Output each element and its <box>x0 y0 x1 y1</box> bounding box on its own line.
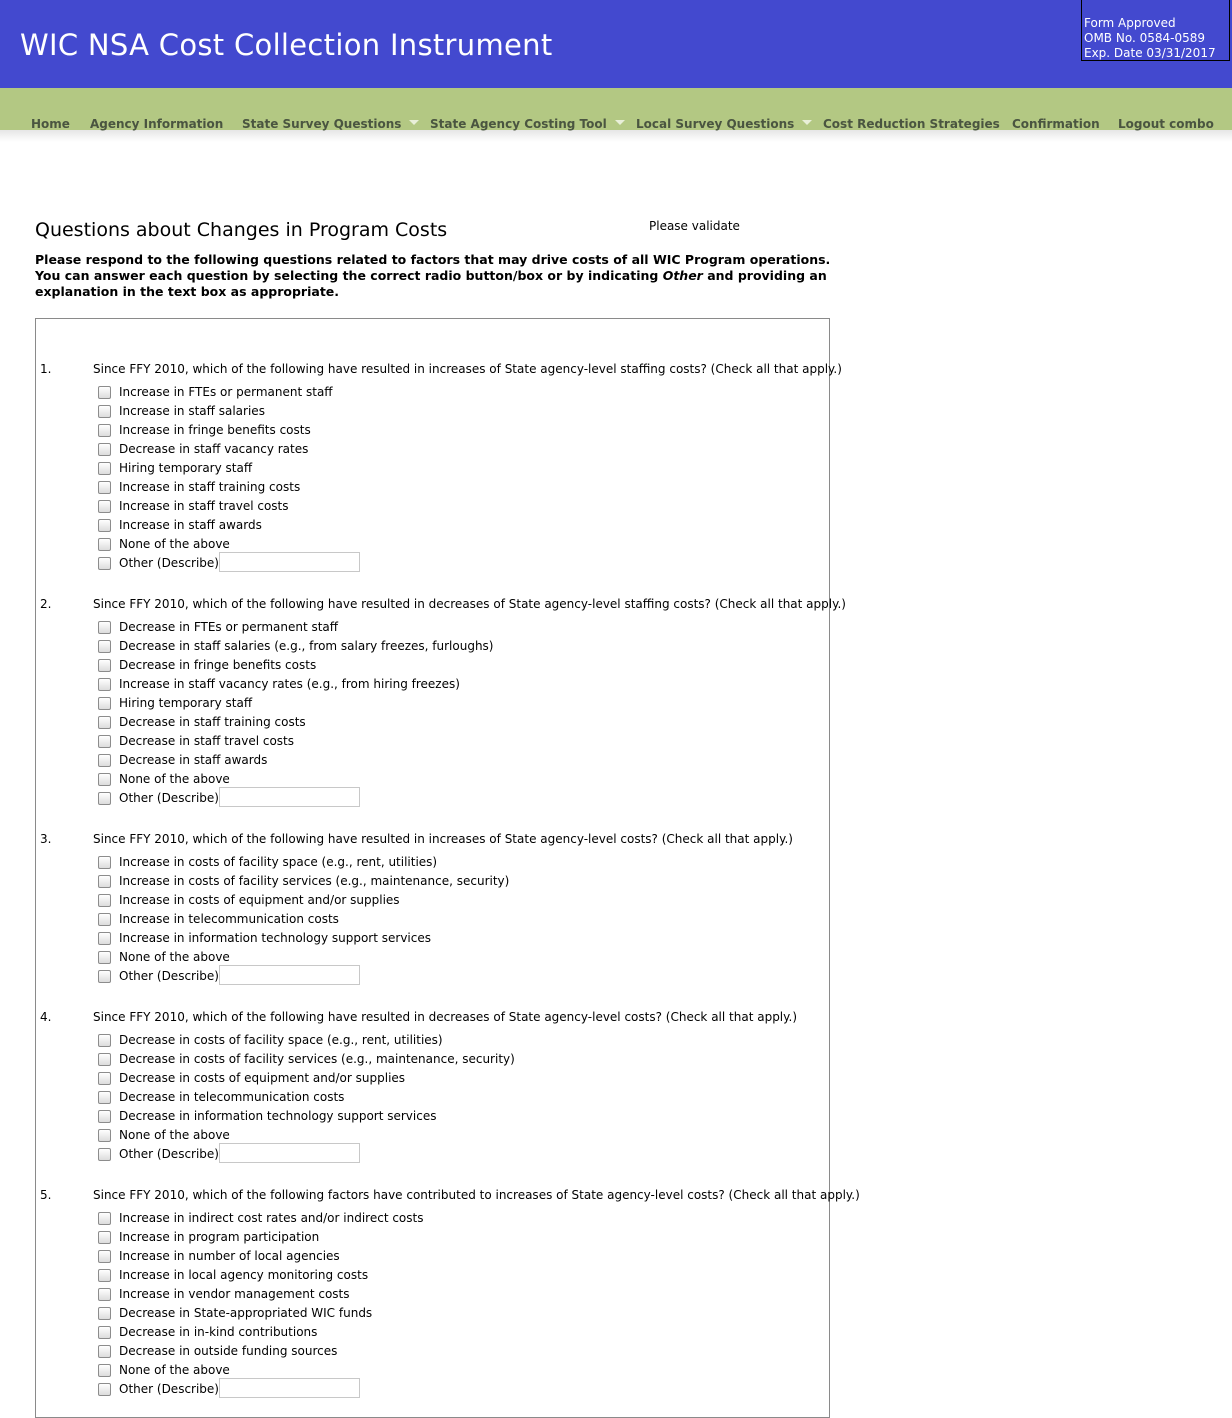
option-checkbox[interactable] <box>98 1034 111 1047</box>
option-label: Decrease in outside funding sources <box>119 1344 338 1358</box>
nav-state-survey-questions[interactable] <box>242 117 419 131</box>
option-checkbox[interactable] <box>98 538 111 551</box>
option-label: Increase in costs of facility space (e.g., rent, utilities) <box>119 855 438 869</box>
option-label: Increase in vendor management costs <box>119 1287 350 1301</box>
option-label: Other (Describe) <box>119 969 219 983</box>
nav-confirmation[interactable] <box>1012 117 1100 131</box>
nav-label: Cost Reduction Strategies <box>823 117 1000 131</box>
option-checkbox[interactable] <box>98 773 111 786</box>
option-label: Increase in staff training costs <box>119 480 301 494</box>
intro-part: Please respond to the following questions related to factors that may drive costs of all WIC Program operations. You can answer each question by selecting the correct radio button/box or by indicating <box>35 252 831 283</box>
option-label: Increase in number of local agencies <box>119 1249 340 1263</box>
option-label: Hiring temporary staff <box>119 696 253 710</box>
nav-shadow <box>0 130 1232 142</box>
nav-agency-information[interactable] <box>90 117 223 131</box>
option-checkbox[interactable] <box>98 1212 111 1225</box>
option-label: Decrease in staff training costs <box>119 715 306 729</box>
question-text: Since FFY 2010, which of the following have resulted in decreases of State agency-level staffing costs? (Check all that apply.) <box>93 597 846 611</box>
option-label: Increase in staff salaries <box>119 404 265 418</box>
option-label: Increase in staff travel costs <box>119 499 289 513</box>
question-text: Since FFY 2010, which of the following have resulted in increases of State agency-level staffing costs? (Check all that apply.) <box>93 362 842 376</box>
option-checkbox[interactable] <box>98 716 111 729</box>
option-label: Decrease in telecommunication costs <box>119 1090 345 1104</box>
option-checkbox[interactable] <box>98 1364 111 1377</box>
nav-cost-reduction-strategies[interactable] <box>823 117 1000 131</box>
option-checkbox[interactable] <box>98 640 111 653</box>
nav-logout[interactable] <box>1118 117 1214 131</box>
option-checkbox[interactable] <box>98 856 111 869</box>
option-checkbox[interactable] <box>98 659 111 672</box>
nav-label: Home <box>31 117 70 131</box>
nav-local-survey-questions[interactable] <box>636 117 812 131</box>
validate-link[interactable]: Please validate <box>649 219 740 233</box>
option-checkbox[interactable] <box>98 1307 111 1320</box>
omb-line: OMB No. 0584-0589 <box>1084 31 1205 45</box>
option-label: None of the above <box>119 537 230 551</box>
question-text: Since FFY 2010, which of the following have resulted in decreases of State agency-level costs? (Check all that apply.) <box>93 1010 798 1024</box>
option-checkbox[interactable] <box>98 875 111 888</box>
option-checkbox[interactable] <box>98 462 111 475</box>
nav-state-agency-costing-tool[interactable] <box>430 117 625 131</box>
question-number: 1. <box>40 362 52 376</box>
option-label: Decrease in costs of facility services (e.g., maintenance, security) <box>119 1052 515 1066</box>
option-label: Decrease in in-kind contributions <box>119 1325 318 1339</box>
caret-down-icon <box>409 120 419 125</box>
option-label: None of the above <box>119 1128 230 1142</box>
question-text: Since FFY 2010, which of the following have resulted in increases of State agency-level costs? (Check all that apply.) <box>93 832 793 846</box>
option-label: Increase in fringe benefits costs <box>119 423 311 437</box>
intro-part: and providing an explanation in the text box as appropriate. <box>35 268 827 299</box>
option-label: Decrease in fringe benefits costs <box>119 658 317 672</box>
other-describe-input[interactable] <box>219 787 360 807</box>
option-label: None of the above <box>119 1363 230 1377</box>
option-checkbox[interactable] <box>98 1345 111 1358</box>
option-label: Decrease in FTEs or permanent staff <box>119 620 339 634</box>
header-bar <box>0 0 1232 88</box>
option-checkbox[interactable] <box>98 1110 111 1123</box>
option-label: Decrease in costs of facility space (e.g., rent, utilities) <box>119 1033 443 1047</box>
omb-line: Exp. Date 03/31/2017 <box>1084 46 1216 60</box>
question-number: 5. <box>40 1188 52 1202</box>
option-checkbox[interactable] <box>98 424 111 437</box>
option-checkbox[interactable] <box>98 1148 111 1161</box>
question-number: 3. <box>40 832 52 846</box>
option-checkbox[interactable] <box>98 1129 111 1142</box>
option-checkbox[interactable] <box>98 970 111 983</box>
nav-label: State Agency Costing Tool <box>430 117 607 131</box>
other-describe-input[interactable] <box>219 552 360 572</box>
option-checkbox[interactable] <box>98 1326 111 1339</box>
nav-label: State Survey Questions <box>242 117 402 131</box>
option-label: Increase in indirect cost rates and/or indirect costs <box>119 1211 424 1225</box>
other-describe-input[interactable] <box>219 965 360 985</box>
page-title: Questions about Changes in Program Costs <box>35 219 448 241</box>
option-checkbox[interactable] <box>98 621 111 634</box>
option-label: Increase in program participation <box>119 1230 320 1244</box>
option-checkbox[interactable] <box>98 519 111 532</box>
option-label: None of the above <box>119 950 230 964</box>
option-label: Increase in costs of facility services (e.g., maintenance, security) <box>119 874 510 888</box>
option-checkbox[interactable] <box>98 735 111 748</box>
nav-label: Confirmation <box>1012 117 1100 131</box>
option-checkbox[interactable] <box>98 386 111 399</box>
question-text: Since FFY 2010, which of the following factors have contributed to increases of State agency-level costs? (Check all that apply.) <box>93 1188 860 1202</box>
option-label: Decrease in information technology support services <box>119 1109 437 1123</box>
option-checkbox[interactable] <box>98 405 111 418</box>
question-number: 4. <box>40 1010 52 1024</box>
option-checkbox[interactable] <box>98 1053 111 1066</box>
option-label: Other (Describe) <box>119 1382 219 1396</box>
caret-down-icon <box>802 120 812 125</box>
option-label: Decrease in staff travel costs <box>119 734 294 748</box>
option-label: None of the above <box>119 772 230 786</box>
option-label: Decrease in staff salaries (e.g., from salary freezes, furloughs) <box>119 639 494 653</box>
option-label: Increase in local agency monitoring costs <box>119 1268 369 1282</box>
option-label: Decrease in costs of equipment and/or supplies <box>119 1071 406 1085</box>
option-checkbox[interactable] <box>98 557 111 570</box>
option-label: Increase in telecommunication costs <box>119 912 339 926</box>
intro-other: Other <box>662 268 703 283</box>
option-checkbox[interactable] <box>98 1383 111 1396</box>
nav-label: Local Survey Questions <box>636 117 795 131</box>
option-checkbox[interactable] <box>98 951 111 964</box>
app-title: WIC NSA Cost Collection Instrument <box>20 28 553 62</box>
option-checkbox[interactable] <box>98 1091 111 1104</box>
option-checkbox[interactable] <box>98 443 111 456</box>
question-number: 2. <box>40 597 52 611</box>
option-label: Increase in costs of equipment and/or supplies <box>119 893 400 907</box>
option-checkbox[interactable] <box>98 481 111 494</box>
omb-line: Form Approved <box>1084 16 1176 30</box>
option-label: Hiring temporary staff <box>119 461 253 475</box>
option-checkbox[interactable] <box>98 1231 111 1244</box>
option-checkbox[interactable] <box>98 1072 111 1085</box>
option-label: Decrease in staff awards <box>119 753 268 767</box>
option-label: Increase in FTEs or permanent staff <box>119 385 333 399</box>
other-describe-input[interactable] <box>219 1143 360 1163</box>
omb-notice <box>1081 0 1230 61</box>
caret-down-icon <box>615 120 625 125</box>
nav-label: Logout combo <box>1118 117 1214 131</box>
option-label: Other (Describe) <box>119 556 219 570</box>
option-checkbox[interactable] <box>98 500 111 513</box>
option-checkbox[interactable] <box>98 913 111 926</box>
option-checkbox[interactable] <box>98 678 111 691</box>
intro-text <box>35 252 845 300</box>
option-checkbox[interactable] <box>98 754 111 767</box>
option-label: Increase in staff awards <box>119 518 262 532</box>
option-checkbox[interactable] <box>98 1269 111 1282</box>
option-label: Decrease in staff vacancy rates <box>119 442 309 456</box>
option-checkbox[interactable] <box>98 1288 111 1301</box>
nav-home[interactable] <box>31 117 70 131</box>
option-checkbox[interactable] <box>98 1250 111 1263</box>
nav-label: Agency Information <box>90 117 224 131</box>
option-checkbox[interactable] <box>98 932 111 945</box>
option-label: Decrease in State-appropriated WIC funds <box>119 1306 373 1320</box>
option-checkbox[interactable] <box>98 792 111 805</box>
option-checkbox[interactable] <box>98 697 111 710</box>
other-describe-input[interactable] <box>219 1378 360 1398</box>
option-checkbox[interactable] <box>98 894 111 907</box>
option-label: Increase in information technology support services <box>119 931 431 945</box>
option-label: Other (Describe) <box>119 1147 219 1161</box>
option-label: Increase in staff vacancy rates (e.g., from hiring freezes) <box>119 677 460 691</box>
option-label: Other (Describe) <box>119 791 219 805</box>
